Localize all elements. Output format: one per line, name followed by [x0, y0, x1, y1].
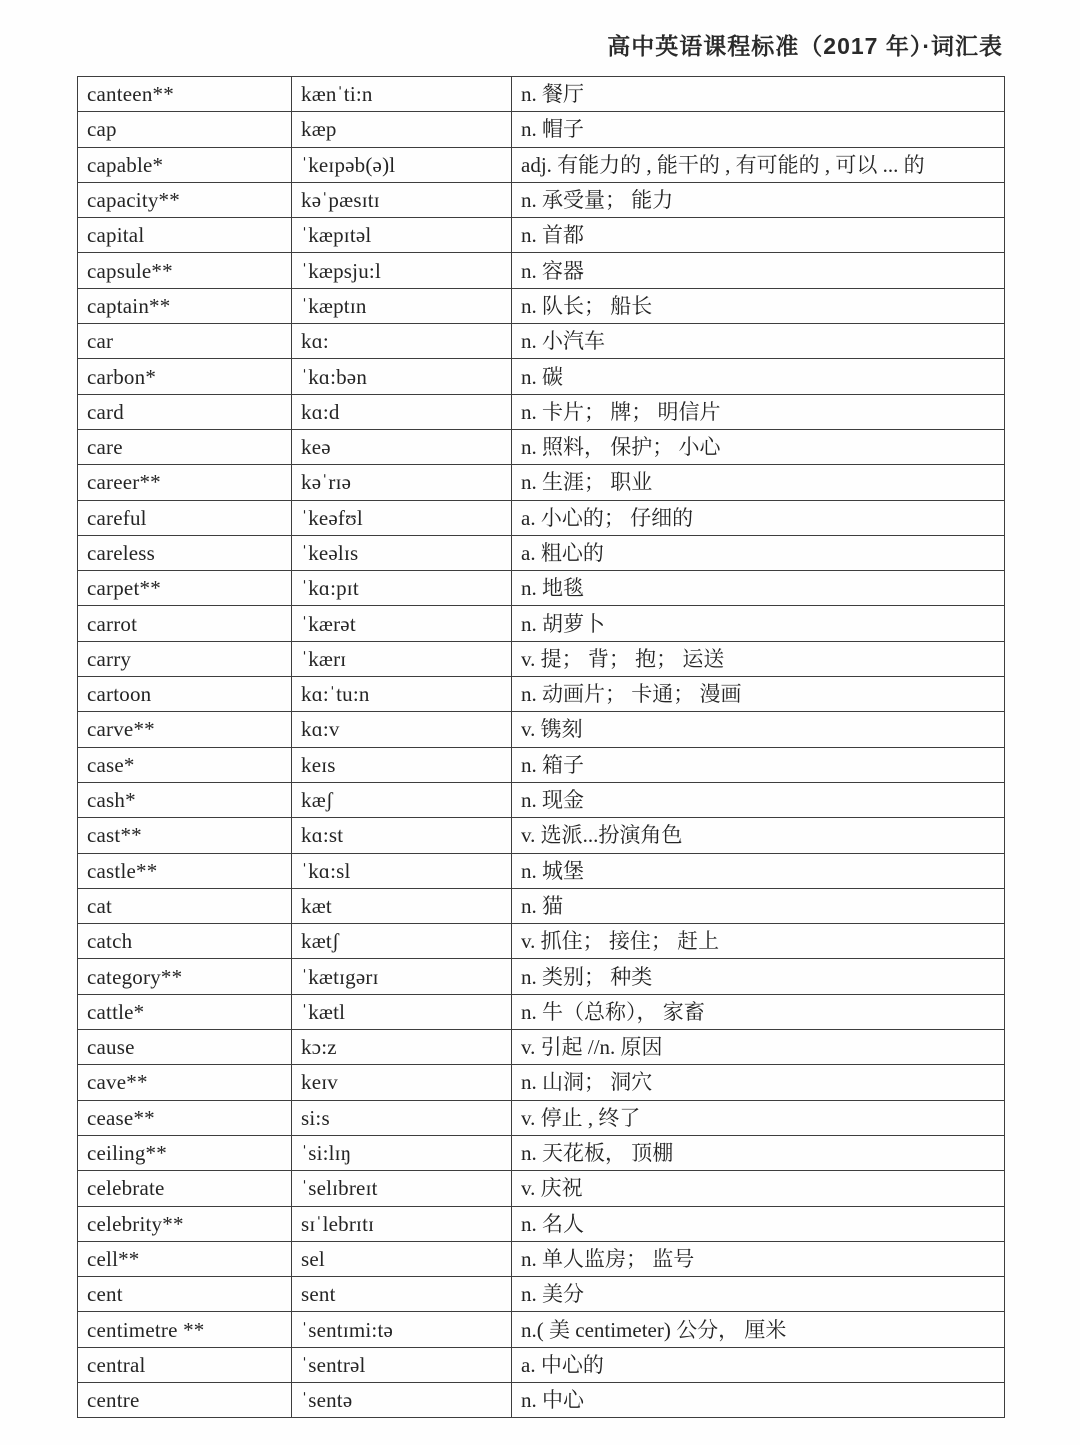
vocab-row: [78, 1206, 1005, 1241]
page-title: 高中英语课程标准（2017 年）·词汇表: [607, 33, 1003, 59]
phonetic-cell: ˈkæpɪtəl: [292, 218, 512, 253]
phonetic-cell: kɑ:ˈtu:n: [292, 677, 512, 712]
phonetic-cell: kɑ:: [292, 324, 512, 359]
word-cell: catch: [78, 924, 292, 959]
word-cell: cat: [78, 888, 292, 923]
vocab-row: [78, 1171, 1005, 1206]
word-cell: career**: [78, 465, 292, 500]
phonetic-cell: ˈkɑ:pɪt: [292, 571, 512, 606]
vocab-row: [78, 641, 1005, 676]
phonetic-cell: keɪv: [292, 1065, 512, 1100]
meaning-cell: v. 选派...扮演角色: [512, 818, 1005, 853]
vocab-row: [78, 112, 1005, 147]
phonetic-cell: keɪs: [292, 747, 512, 782]
meaning-cell: n. 猫: [512, 888, 1005, 923]
meaning-cell: a. 中心的: [512, 1347, 1005, 1382]
vocab-row: [78, 535, 1005, 570]
word-cell: carve**: [78, 712, 292, 747]
word-cell: cash*: [78, 782, 292, 817]
vocab-row: [78, 924, 1005, 959]
word-cell: captain**: [78, 288, 292, 323]
meaning-cell: n. 现金: [512, 782, 1005, 817]
word-cell: carpet**: [78, 571, 292, 606]
meaning-cell: n. 类别； 种类: [512, 959, 1005, 994]
word-cell: cent: [78, 1277, 292, 1312]
vocab-row: [78, 218, 1005, 253]
vocab-row: [78, 606, 1005, 641]
phonetic-cell: ˈkærət: [292, 606, 512, 641]
phonetic-cell: kæp: [292, 112, 512, 147]
vocab-row: [78, 747, 1005, 782]
meaning-cell: n. 餐厅: [512, 77, 1005, 112]
meaning-cell: n. 名人: [512, 1206, 1005, 1241]
vocab-row: [78, 677, 1005, 712]
meaning-cell: n. 照料， 保护； 小心: [512, 429, 1005, 464]
meaning-cell: n. 首都: [512, 218, 1005, 253]
phonetic-cell: sent: [292, 1277, 512, 1312]
phonetic-cell: ˈkæpsju:l: [292, 253, 512, 288]
word-cell: capsule**: [78, 253, 292, 288]
vocab-row: [78, 465, 1005, 500]
word-cell: capacity**: [78, 182, 292, 217]
vocab-row: [78, 959, 1005, 994]
phonetic-cell: ˈkæptɪn: [292, 288, 512, 323]
vocab-row: [78, 253, 1005, 288]
vocab-row: [78, 1135, 1005, 1170]
meaning-cell: v. 引起 //n. 原因: [512, 1030, 1005, 1065]
phonetic-cell: kɔ:z: [292, 1030, 512, 1065]
phonetic-cell: ˈkɑ:bən: [292, 359, 512, 394]
meaning-cell: n. 城堡: [512, 853, 1005, 888]
phonetic-cell: ˈselɪbreɪt: [292, 1171, 512, 1206]
phonetic-cell: kɑ:st: [292, 818, 512, 853]
phonetic-cell: ˈkeəlɪs: [292, 535, 512, 570]
phonetic-cell: sɪˈlebrɪtɪ: [292, 1206, 512, 1241]
word-cell: careful: [78, 500, 292, 535]
word-cell: cause: [78, 1030, 292, 1065]
word-cell: cap: [78, 112, 292, 147]
word-cell: card: [78, 394, 292, 429]
phonetic-cell: ˈsentɪmi:tə: [292, 1312, 512, 1347]
phonetic-cell: ˈkætɪgərɪ: [292, 959, 512, 994]
phonetic-cell: ˈsi:lɪŋ: [292, 1135, 512, 1170]
vocab-row: [78, 394, 1005, 429]
meaning-cell: n. 胡萝卜: [512, 606, 1005, 641]
phonetic-cell: kænˈti:n: [292, 77, 512, 112]
phonetic-cell: keə: [292, 429, 512, 464]
phonetic-cell: kæʃ: [292, 782, 512, 817]
meaning-cell: n. 帽子: [512, 112, 1005, 147]
vocab-row: [78, 1241, 1005, 1276]
word-cell: capital: [78, 218, 292, 253]
word-cell: castle**: [78, 853, 292, 888]
word-cell: cartoon: [78, 677, 292, 712]
word-cell: centimetre **: [78, 1312, 292, 1347]
phonetic-cell: kɑ:d: [292, 394, 512, 429]
vocab-row: [78, 182, 1005, 217]
meaning-cell: n. 小汽车: [512, 324, 1005, 359]
word-cell: car: [78, 324, 292, 359]
meaning-cell: n. 单人监房； 监号: [512, 1241, 1005, 1276]
word-cell: cell**: [78, 1241, 292, 1276]
meaning-cell: v. 镌刻: [512, 712, 1005, 747]
meaning-cell: n. 承受量； 能力: [512, 182, 1005, 217]
meaning-cell: v. 停止 , 终了: [512, 1100, 1005, 1135]
word-cell: care: [78, 429, 292, 464]
phonetic-cell: ˈkærɪ: [292, 641, 512, 676]
vocab-row: [78, 500, 1005, 535]
word-cell: cease**: [78, 1100, 292, 1135]
word-cell: cast**: [78, 818, 292, 853]
meaning-cell: n. 美分: [512, 1277, 1005, 1312]
vocab-table: [77, 76, 1005, 1418]
meaning-cell: n. 中心: [512, 1382, 1005, 1417]
meaning-cell: n. 箱子: [512, 747, 1005, 782]
vocab-row: [78, 1312, 1005, 1347]
vocab-row: [78, 1100, 1005, 1135]
word-cell: careless: [78, 535, 292, 570]
meaning-cell: n. 容器: [512, 253, 1005, 288]
word-cell: celebrate: [78, 1171, 292, 1206]
meaning-cell: n. 碳: [512, 359, 1005, 394]
meaning-cell: adj. 有能力的 , 能干的 , 有可能的 , 可以 ... 的: [512, 147, 1005, 182]
vocab-row: [78, 1277, 1005, 1312]
word-cell: capable*: [78, 147, 292, 182]
vocab-row: [78, 853, 1005, 888]
meaning-cell: n. 山洞； 洞穴: [512, 1065, 1005, 1100]
meaning-cell: a. 粗心的: [512, 535, 1005, 570]
word-cell: centre: [78, 1382, 292, 1417]
page-header: [0, 28, 1003, 61]
meaning-cell: n. 动画片； 卡通； 漫画: [512, 677, 1005, 712]
word-cell: carrot: [78, 606, 292, 641]
phonetic-cell: si:s: [292, 1100, 512, 1135]
word-cell: canteen**: [78, 77, 292, 112]
phonetic-cell: kæt: [292, 888, 512, 923]
phonetic-cell: ˈkeəfʊl: [292, 500, 512, 535]
vocab-row: [78, 1382, 1005, 1417]
phonetic-cell: ˈkeɪpəb(ə)l: [292, 147, 512, 182]
word-cell: category**: [78, 959, 292, 994]
word-cell: ceiling**: [78, 1135, 292, 1170]
phonetic-cell: kəˈrɪə: [292, 465, 512, 500]
vocab-row: [78, 888, 1005, 923]
word-cell: celebrity**: [78, 1206, 292, 1241]
phonetic-cell: ˈsentə: [292, 1382, 512, 1417]
word-cell: cave**: [78, 1065, 292, 1100]
vocab-row: [78, 712, 1005, 747]
phonetic-cell: kɑ:v: [292, 712, 512, 747]
vocab-row: [78, 1065, 1005, 1100]
meaning-cell: n. 卡片； 牌； 明信片: [512, 394, 1005, 429]
meaning-cell: v. 提； 背； 抱； 运送: [512, 641, 1005, 676]
phonetic-cell: ˈkɑ:sl: [292, 853, 512, 888]
phonetic-cell: kəˈpæsɪtɪ: [292, 182, 512, 217]
meaning-cell: v. 庆祝: [512, 1171, 1005, 1206]
meaning-cell: n. 牛（总称）， 家畜: [512, 994, 1005, 1029]
meaning-cell: a. 小心的； 仔细的: [512, 500, 1005, 535]
vocab-row: [78, 1347, 1005, 1382]
phonetic-cell: kætʃ: [292, 924, 512, 959]
vocab-row: [78, 994, 1005, 1029]
phonetic-cell: ˈkætl: [292, 994, 512, 1029]
vocab-row: [78, 324, 1005, 359]
meaning-cell: n. 队长； 船长: [512, 288, 1005, 323]
vocab-row: [78, 147, 1005, 182]
meaning-cell: n. 生涯； 职业: [512, 465, 1005, 500]
phonetic-cell: ˈsentrəl: [292, 1347, 512, 1382]
vocab-row: [78, 429, 1005, 464]
meaning-cell: v. 抓住； 接住； 赶上: [512, 924, 1005, 959]
vocab-row: [78, 288, 1005, 323]
word-cell: cattle*: [78, 994, 292, 1029]
word-cell: carbon*: [78, 359, 292, 394]
phonetic-cell: sel: [292, 1241, 512, 1276]
meaning-cell: n.( 美 centimeter) 公分， 厘米: [512, 1312, 1005, 1347]
word-cell: carry: [78, 641, 292, 676]
vocab-row: [78, 1030, 1005, 1065]
vocab-row: [78, 359, 1005, 394]
word-cell: central: [78, 1347, 292, 1382]
vocab-row: [78, 571, 1005, 606]
vocab-row: [78, 77, 1005, 112]
vocab-table-body: [78, 77, 1005, 1418]
meaning-cell: n. 天花板， 顶棚: [512, 1135, 1005, 1170]
word-cell: case*: [78, 747, 292, 782]
vocab-row: [78, 818, 1005, 853]
meaning-cell: n. 地毯: [512, 571, 1005, 606]
vocab-row: [78, 782, 1005, 817]
